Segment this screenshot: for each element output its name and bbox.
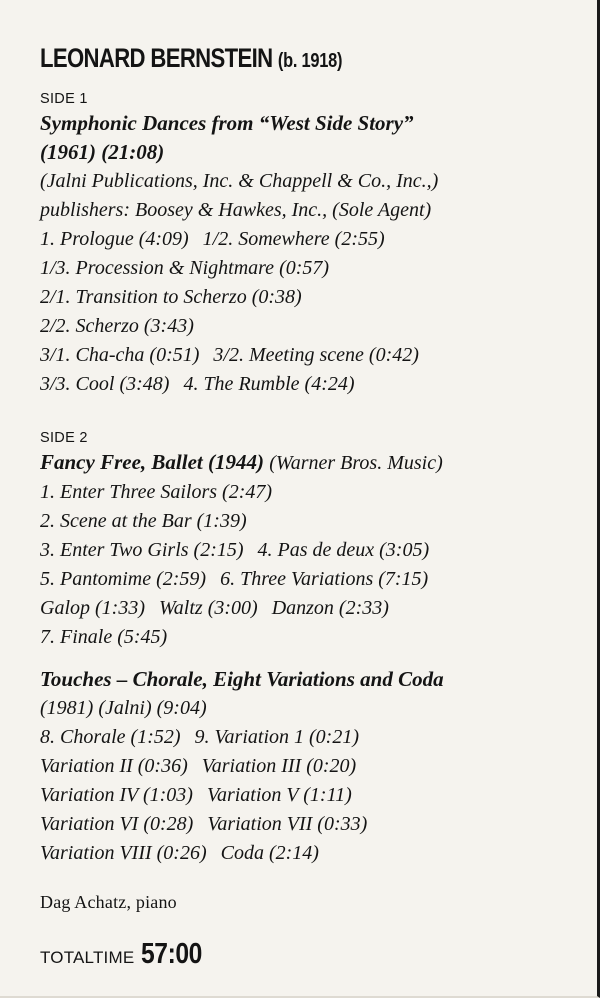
total-time-label: TOTALTIME	[40, 948, 135, 967]
total-time-value: 57:00	[141, 938, 203, 970]
side-1-label: SIDE 1	[40, 91, 88, 107]
track: 7. Finale (5:45)	[40, 626, 168, 648]
track: 8. Chorale (1:52)	[40, 726, 181, 748]
side-2-label: SIDE 2	[40, 430, 88, 446]
track-line	[40, 536, 580, 565]
work-title: Fancy Free, Ballet (1944)	[40, 450, 264, 474]
track: Variation VII (0:33)	[207, 813, 368, 835]
track: Danzon (2:33)	[271, 597, 389, 619]
track-line	[40, 594, 580, 623]
track: 3/3. Cool (3:48)	[40, 373, 170, 395]
track: 4. Pas de deux (3:05)	[257, 539, 430, 561]
track: 4. The Rumble (4:24)	[183, 373, 355, 395]
track: 3. Enter Two Girls (2:15)	[40, 539, 244, 561]
composer-name: LEONARD BERNSTEIN	[40, 43, 273, 73]
track-line	[40, 565, 580, 594]
track-line	[40, 478, 580, 507]
track: Waltz (3:00)	[158, 597, 258, 619]
track: Variation V (1:11)	[206, 784, 352, 806]
track-line	[40, 507, 580, 536]
total-time	[40, 934, 580, 979]
track-line	[40, 752, 580, 781]
track-line	[40, 723, 580, 752]
track: 6. Three Variations (7:15)	[220, 568, 429, 590]
track: Variation IV (1:03)	[40, 784, 193, 806]
track: Variation VIII (0:26)	[40, 842, 207, 864]
track-line	[40, 254, 580, 283]
track: 1/2. Somewhere (2:55)	[202, 228, 385, 250]
track-line	[40, 623, 580, 652]
track: Variation VI (0:28)	[40, 813, 194, 835]
work-title-west-side-story: Symphonic Dances from “West Side Story”	[40, 111, 414, 135]
work-title-fancy-free	[40, 448, 580, 478]
track: 9. Variation 1 (0:21)	[194, 726, 359, 748]
composer-birth-year: (b. 1918)	[277, 50, 343, 72]
track: Galop (1:33)	[40, 597, 145, 619]
track: 1. Enter Three Sailors (2:47)	[40, 481, 273, 503]
performer-credit: Dag Achatz, piano	[40, 892, 177, 912]
track: 2/1. Transition to Scherzo (0:38)	[40, 286, 302, 308]
track-line	[40, 839, 580, 868]
track-line	[40, 283, 580, 312]
composer-heading	[40, 38, 483, 81]
track: Coda (2:14)	[220, 842, 319, 864]
track: Variation III (0:20)	[201, 755, 357, 777]
liner-notes	[40, 38, 580, 979]
work-year-duration: (1961) (21:08)	[40, 140, 165, 164]
track: 2/2. Scherzo (3:43)	[40, 315, 194, 337]
track: 5. Pantomime (2:59)	[40, 568, 207, 590]
work-title-touches: Touches – Chorale, Eight Variations and Coda	[40, 667, 444, 691]
work-publisher: (Warner Bros. Music)	[269, 452, 443, 474]
track-line	[40, 312, 580, 341]
track-line	[40, 341, 580, 370]
track-line	[40, 781, 580, 810]
track: 1/3. Procession & Nightmare (0:57)	[40, 257, 330, 279]
publisher-line: (Jalni Publications, Inc. & Chappell & Co., Inc.,)	[40, 170, 439, 192]
track: 3/1. Cha-cha (0:51)	[40, 344, 200, 366]
work-info: (1981) (Jalni) (9:04)	[40, 697, 207, 719]
track-line	[40, 225, 580, 254]
publisher-line: publishers: Boosey & Hawkes, Inc., (Sole Agent)	[40, 199, 432, 221]
track: 2. Scene at the Bar (1:39)	[40, 510, 247, 532]
track: Variation II (0:36)	[40, 755, 188, 777]
track: 1. Prologue (4:09)	[40, 228, 189, 250]
track: 3/2. Meeting scene (0:42)	[213, 344, 419, 366]
track-line	[40, 370, 580, 399]
track-line	[40, 810, 580, 839]
